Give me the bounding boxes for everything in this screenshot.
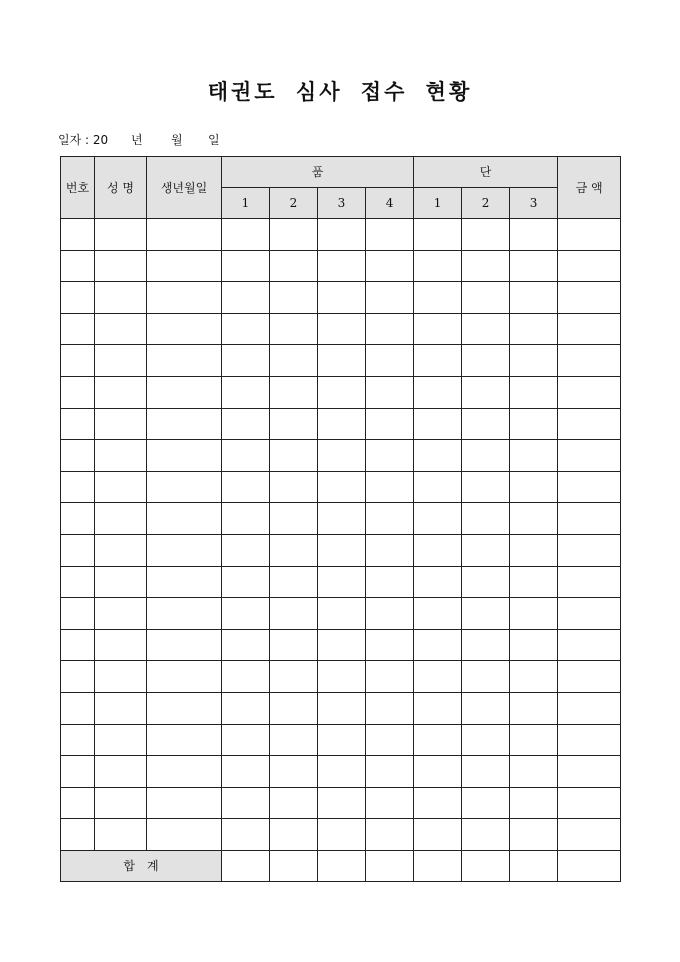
table-row xyxy=(61,756,621,788)
cell-dan-1[interactable] xyxy=(414,566,462,598)
cell-dan-1[interactable] xyxy=(414,408,462,440)
cell-name[interactable] xyxy=(95,566,147,598)
cell-dan-3[interactable] xyxy=(510,376,558,408)
date-month-label: 월 xyxy=(171,133,183,147)
cell-amount[interactable] xyxy=(558,692,621,724)
cell-name[interactable] xyxy=(95,376,147,408)
cell-number[interactable] xyxy=(61,724,95,756)
cell-poom-4[interactable] xyxy=(366,376,414,408)
cell-dan-1[interactable] xyxy=(414,440,462,472)
cell-dan-3[interactable] xyxy=(510,250,558,282)
cell-dan-1[interactable] xyxy=(414,787,462,819)
cell-poom-2[interactable] xyxy=(270,629,318,661)
cell-poom-4[interactable] xyxy=(366,534,414,566)
cell-poom-2[interactable] xyxy=(270,787,318,819)
cell-amount[interactable] xyxy=(558,408,621,440)
cell-poom-3[interactable] xyxy=(318,250,366,282)
cell-name[interactable] xyxy=(95,471,147,503)
cell-name[interactable] xyxy=(95,661,147,693)
cell-birthdate[interactable] xyxy=(147,756,222,788)
cell-poom-4[interactable] xyxy=(366,282,414,314)
table-row xyxy=(61,566,621,598)
cell-amount[interactable] xyxy=(558,598,621,630)
cell-poom-3[interactable] xyxy=(318,534,366,566)
cell-poom-3[interactable] xyxy=(318,819,366,851)
cell-amount[interactable] xyxy=(558,819,621,851)
cell-birthdate[interactable] xyxy=(147,313,222,345)
header-name: 성 명 xyxy=(95,157,147,219)
registration-table xyxy=(60,156,621,882)
cell-dan-3[interactable] xyxy=(510,661,558,693)
cell-name[interactable] xyxy=(95,219,147,251)
cell-dan-3[interactable] xyxy=(510,345,558,377)
table-row xyxy=(61,282,621,314)
cell-amount[interactable] xyxy=(558,345,621,377)
table-row xyxy=(61,819,621,851)
cell-birthdate[interactable] xyxy=(147,345,222,377)
cell-name[interactable] xyxy=(95,250,147,282)
cell-poom-3[interactable] xyxy=(318,692,366,724)
cell-number[interactable] xyxy=(61,313,95,345)
cell-number[interactable] xyxy=(61,250,95,282)
cell-dan-1[interactable] xyxy=(414,376,462,408)
table-row xyxy=(61,598,621,630)
cell-name[interactable] xyxy=(95,598,147,630)
cell-birthdate[interactable] xyxy=(147,471,222,503)
cell-poom-1[interactable] xyxy=(222,376,270,408)
cell-poom-4[interactable] xyxy=(366,440,414,472)
table-row xyxy=(61,692,621,724)
header-dan-1: 1 xyxy=(414,188,462,219)
cell-poom-2[interactable] xyxy=(270,819,318,851)
header-birthdate: 생년월일 xyxy=(147,157,222,219)
header-dan-3: 3 xyxy=(510,188,558,219)
table-row xyxy=(61,408,621,440)
table-row xyxy=(61,376,621,408)
cell-poom-1[interactable] xyxy=(222,345,270,377)
cell-poom-3[interactable] xyxy=(318,376,366,408)
cell-number[interactable] xyxy=(61,787,95,819)
cell-poom-3[interactable] xyxy=(318,345,366,377)
header-poom-3: 3 xyxy=(318,188,366,219)
cell-birthdate[interactable] xyxy=(147,566,222,598)
cell-poom-4[interactable] xyxy=(366,250,414,282)
cell-dan-2[interactable] xyxy=(462,819,510,851)
cell-poom-3[interactable] xyxy=(318,566,366,598)
cell-number[interactable] xyxy=(61,819,95,851)
cell-poom-3[interactable] xyxy=(318,787,366,819)
cell-dan-2[interactable] xyxy=(462,313,510,345)
cell-dan-2[interactable] xyxy=(462,250,510,282)
cell-number[interactable] xyxy=(61,376,95,408)
cell-poom-4[interactable] xyxy=(366,566,414,598)
cell-poom-2[interactable] xyxy=(270,756,318,788)
cell-dan-2[interactable] xyxy=(462,376,510,408)
cell-poom-2[interactable] xyxy=(270,219,318,251)
header-dan: 단 xyxy=(414,157,558,188)
cell-poom-2[interactable] xyxy=(270,598,318,630)
cell-poom-2[interactable] xyxy=(270,440,318,472)
cell-birthdate[interactable] xyxy=(147,440,222,472)
total-row xyxy=(61,850,621,881)
cell-number[interactable] xyxy=(61,503,95,535)
cell-name[interactable] xyxy=(95,440,147,472)
table-row xyxy=(61,661,621,693)
cell-name[interactable] xyxy=(95,534,147,566)
cell-poom-3[interactable] xyxy=(318,219,366,251)
cell-poom-3[interactable] xyxy=(318,598,366,630)
cell-poom-4[interactable] xyxy=(366,471,414,503)
cell-dan-3[interactable] xyxy=(510,503,558,535)
cell-poom-3[interactable] xyxy=(318,724,366,756)
cell-dan-2[interactable] xyxy=(462,756,510,788)
cell-poom-1[interactable] xyxy=(222,282,270,314)
date-day-label: 일 xyxy=(208,133,220,147)
cell-poom-3[interactable] xyxy=(318,503,366,535)
cell-poom-1[interactable] xyxy=(222,598,270,630)
cell-name[interactable] xyxy=(95,503,147,535)
cell-birthdate[interactable] xyxy=(147,598,222,630)
cell-birthdate[interactable] xyxy=(147,250,222,282)
cell-poom-2[interactable] xyxy=(270,724,318,756)
cell-birthdate[interactable] xyxy=(147,787,222,819)
cell-dan-3[interactable] xyxy=(510,819,558,851)
header-poom-1: 1 xyxy=(222,188,270,219)
cell-amount[interactable] xyxy=(558,440,621,472)
table-row xyxy=(61,787,621,819)
cell-poom-1[interactable] xyxy=(222,219,270,251)
cell-dan-2[interactable] xyxy=(462,503,510,535)
table-row xyxy=(61,440,621,472)
cell-dan-3[interactable] xyxy=(510,629,558,661)
cell-number[interactable] xyxy=(61,692,95,724)
cell-number[interactable] xyxy=(61,598,95,630)
cell-name[interactable] xyxy=(95,724,147,756)
cell-poom-1[interactable] xyxy=(222,661,270,693)
cell-dan-2[interactable] xyxy=(462,471,510,503)
cell-poom-4[interactable] xyxy=(366,408,414,440)
cell-dan-1[interactable] xyxy=(414,471,462,503)
cell-birthdate[interactable] xyxy=(147,408,222,440)
cell-name[interactable] xyxy=(95,313,147,345)
table-row xyxy=(61,534,621,566)
cell-poom-4[interactable] xyxy=(366,692,414,724)
cell-amount[interactable] xyxy=(558,250,621,282)
header-poom-2: 2 xyxy=(270,188,318,219)
date-label: 일자 : 20 xyxy=(58,133,109,147)
cell-dan-3[interactable] xyxy=(510,724,558,756)
cell-dan-1[interactable] xyxy=(414,819,462,851)
header-row-top xyxy=(61,157,621,188)
cell-poom-4[interactable] xyxy=(366,345,414,377)
cell-dan-2[interactable] xyxy=(462,661,510,693)
cell-poom-3[interactable] xyxy=(318,408,366,440)
total-cell[interactable] xyxy=(222,850,270,881)
cell-dan-2[interactable] xyxy=(462,724,510,756)
total-cell[interactable] xyxy=(558,850,621,881)
cell-poom-2[interactable] xyxy=(270,534,318,566)
cell-poom-1[interactable] xyxy=(222,692,270,724)
cell-dan-1[interactable] xyxy=(414,313,462,345)
cell-poom-3[interactable] xyxy=(318,756,366,788)
cell-poom-3[interactable] xyxy=(318,629,366,661)
cell-birthdate[interactable] xyxy=(147,219,222,251)
header-poom-4: 4 xyxy=(366,188,414,219)
table-row xyxy=(61,724,621,756)
table-row xyxy=(61,345,621,377)
header-number: 번호 xyxy=(61,157,95,219)
cell-poom-4[interactable] xyxy=(366,503,414,535)
cell-birthdate[interactable] xyxy=(147,819,222,851)
cell-poom-4[interactable] xyxy=(366,313,414,345)
cell-dan-2[interactable] xyxy=(462,787,510,819)
cell-number[interactable] xyxy=(61,471,95,503)
cell-name[interactable] xyxy=(95,819,147,851)
cell-dan-1[interactable] xyxy=(414,598,462,630)
cell-dan-2[interactable] xyxy=(462,629,510,661)
cell-dan-1[interactable] xyxy=(414,219,462,251)
cell-poom-1[interactable] xyxy=(222,471,270,503)
cell-dan-1[interactable] xyxy=(414,629,462,661)
cell-amount[interactable] xyxy=(558,629,621,661)
cell-dan-2[interactable] xyxy=(462,219,510,251)
cell-number[interactable] xyxy=(61,629,95,661)
cell-birthdate[interactable] xyxy=(147,629,222,661)
table-row xyxy=(61,503,621,535)
cell-poom-4[interactable] xyxy=(366,219,414,251)
cell-poom-1[interactable] xyxy=(222,440,270,472)
cell-number[interactable] xyxy=(61,282,95,314)
cell-name[interactable] xyxy=(95,345,147,377)
cell-poom-2[interactable] xyxy=(270,692,318,724)
cell-dan-3[interactable] xyxy=(510,756,558,788)
cell-dan-2[interactable] xyxy=(462,566,510,598)
cell-poom-2[interactable] xyxy=(270,345,318,377)
cell-dan-3[interactable] xyxy=(510,313,558,345)
cell-dan-1[interactable] xyxy=(414,756,462,788)
total-cell[interactable] xyxy=(510,850,558,881)
cell-poom-3[interactable] xyxy=(318,661,366,693)
date-year-label: 년 xyxy=(131,133,143,147)
cell-dan-3[interactable] xyxy=(510,471,558,503)
cell-poom-1[interactable] xyxy=(222,250,270,282)
cell-name[interactable] xyxy=(95,629,147,661)
cell-poom-4[interactable] xyxy=(366,629,414,661)
cell-poom-4[interactable] xyxy=(366,787,414,819)
cell-amount[interactable] xyxy=(558,756,621,788)
cell-birthdate[interactable] xyxy=(147,724,222,756)
cell-amount[interactable] xyxy=(558,534,621,566)
cell-poom-1[interactable] xyxy=(222,408,270,440)
cell-birthdate[interactable] xyxy=(147,692,222,724)
cell-number[interactable] xyxy=(61,219,95,251)
cell-poom-2[interactable] xyxy=(270,250,318,282)
cell-dan-3[interactable] xyxy=(510,408,558,440)
cell-amount[interactable] xyxy=(558,471,621,503)
total-cell[interactable] xyxy=(366,850,414,881)
cell-poom-2[interactable] xyxy=(270,661,318,693)
cell-poom-1[interactable] xyxy=(222,566,270,598)
total-cell[interactable] xyxy=(462,850,510,881)
table-row xyxy=(61,250,621,282)
total-cell[interactable] xyxy=(414,850,462,881)
cell-poom-1[interactable] xyxy=(222,756,270,788)
cell-poom-1[interactable] xyxy=(222,819,270,851)
cell-poom-3[interactable] xyxy=(318,471,366,503)
cell-dan-3[interactable] xyxy=(510,282,558,314)
cell-dan-3[interactable] xyxy=(510,534,558,566)
cell-poom-4[interactable] xyxy=(366,819,414,851)
total-cell[interactable] xyxy=(270,850,318,881)
cell-dan-1[interactable] xyxy=(414,250,462,282)
cell-dan-1[interactable] xyxy=(414,724,462,756)
cell-amount[interactable] xyxy=(558,661,621,693)
cell-poom-2[interactable] xyxy=(270,282,318,314)
cell-dan-2[interactable] xyxy=(462,408,510,440)
cell-poom-2[interactable] xyxy=(270,408,318,440)
cell-dan-2[interactable] xyxy=(462,534,510,566)
cell-number[interactable] xyxy=(61,566,95,598)
cell-poom-1[interactable] xyxy=(222,724,270,756)
cell-amount[interactable] xyxy=(558,313,621,345)
cell-amount[interactable] xyxy=(558,219,621,251)
total-cell[interactable] xyxy=(318,850,366,881)
cell-poom-2[interactable] xyxy=(270,313,318,345)
cell-poom-1[interactable] xyxy=(222,787,270,819)
cell-amount[interactable] xyxy=(558,787,621,819)
header-poom: 품 xyxy=(222,157,414,188)
cell-dan-2[interactable] xyxy=(462,598,510,630)
cell-amount[interactable] xyxy=(558,376,621,408)
cell-dan-1[interactable] xyxy=(414,534,462,566)
cell-dan-1[interactable] xyxy=(414,692,462,724)
cell-poom-2[interactable] xyxy=(270,503,318,535)
cell-number[interactable] xyxy=(61,534,95,566)
header-dan-2: 2 xyxy=(462,188,510,219)
cell-poom-4[interactable] xyxy=(366,661,414,693)
cell-poom-4[interactable] xyxy=(366,724,414,756)
cell-number[interactable] xyxy=(61,345,95,377)
cell-poom-1[interactable] xyxy=(222,313,270,345)
cell-birthdate[interactable] xyxy=(147,534,222,566)
cell-poom-3[interactable] xyxy=(318,440,366,472)
cell-dan-3[interactable] xyxy=(510,440,558,472)
table-row xyxy=(61,219,621,251)
cell-poom-3[interactable] xyxy=(318,282,366,314)
table-row xyxy=(61,313,621,345)
table-row xyxy=(61,471,621,503)
cell-birthdate[interactable] xyxy=(147,661,222,693)
cell-dan-2[interactable] xyxy=(462,692,510,724)
cell-dan-1[interactable] xyxy=(414,661,462,693)
cell-poom-2[interactable] xyxy=(270,471,318,503)
cell-poom-2[interactable] xyxy=(270,566,318,598)
cell-dan-2[interactable] xyxy=(462,440,510,472)
cell-amount[interactable] xyxy=(558,724,621,756)
header-amount: 금 액 xyxy=(558,157,621,219)
cell-poom-1[interactable] xyxy=(222,534,270,566)
table-row xyxy=(61,629,621,661)
cell-birthdate[interactable] xyxy=(147,282,222,314)
cell-poom-2[interactable] xyxy=(270,376,318,408)
cell-dan-2[interactable] xyxy=(462,282,510,314)
cell-birthdate[interactable] xyxy=(147,503,222,535)
cell-name[interactable] xyxy=(95,408,147,440)
cell-dan-3[interactable] xyxy=(510,219,558,251)
cell-poom-4[interactable] xyxy=(366,756,414,788)
page-title: 태권도 심사 접수 현황 xyxy=(207,79,473,104)
cell-name[interactable] xyxy=(95,282,147,314)
cell-dan-3[interactable] xyxy=(510,566,558,598)
cell-name[interactable] xyxy=(95,692,147,724)
cell-birthdate[interactable] xyxy=(147,376,222,408)
cell-name[interactable] xyxy=(95,787,147,819)
cell-amount[interactable] xyxy=(558,566,621,598)
cell-dan-1[interactable] xyxy=(414,282,462,314)
cell-poom-1[interactable] xyxy=(222,503,270,535)
cell-number[interactable] xyxy=(61,756,95,788)
cell-name[interactable] xyxy=(95,756,147,788)
cell-number[interactable] xyxy=(61,408,95,440)
cell-dan-1[interactable] xyxy=(414,345,462,377)
cell-dan-2[interactable] xyxy=(462,345,510,377)
cell-poom-4[interactable] xyxy=(366,598,414,630)
cell-dan-3[interactable] xyxy=(510,598,558,630)
cell-dan-1[interactable] xyxy=(414,503,462,535)
cell-number[interactable] xyxy=(61,661,95,693)
cell-dan-3[interactable] xyxy=(510,787,558,819)
cell-poom-1[interactable] xyxy=(222,629,270,661)
cell-amount[interactable] xyxy=(558,282,621,314)
cell-amount[interactable] xyxy=(558,503,621,535)
cell-poom-3[interactable] xyxy=(318,313,366,345)
total-label: 합 계 xyxy=(61,850,222,881)
cell-dan-3[interactable] xyxy=(510,692,558,724)
cell-number[interactable] xyxy=(61,440,95,472)
